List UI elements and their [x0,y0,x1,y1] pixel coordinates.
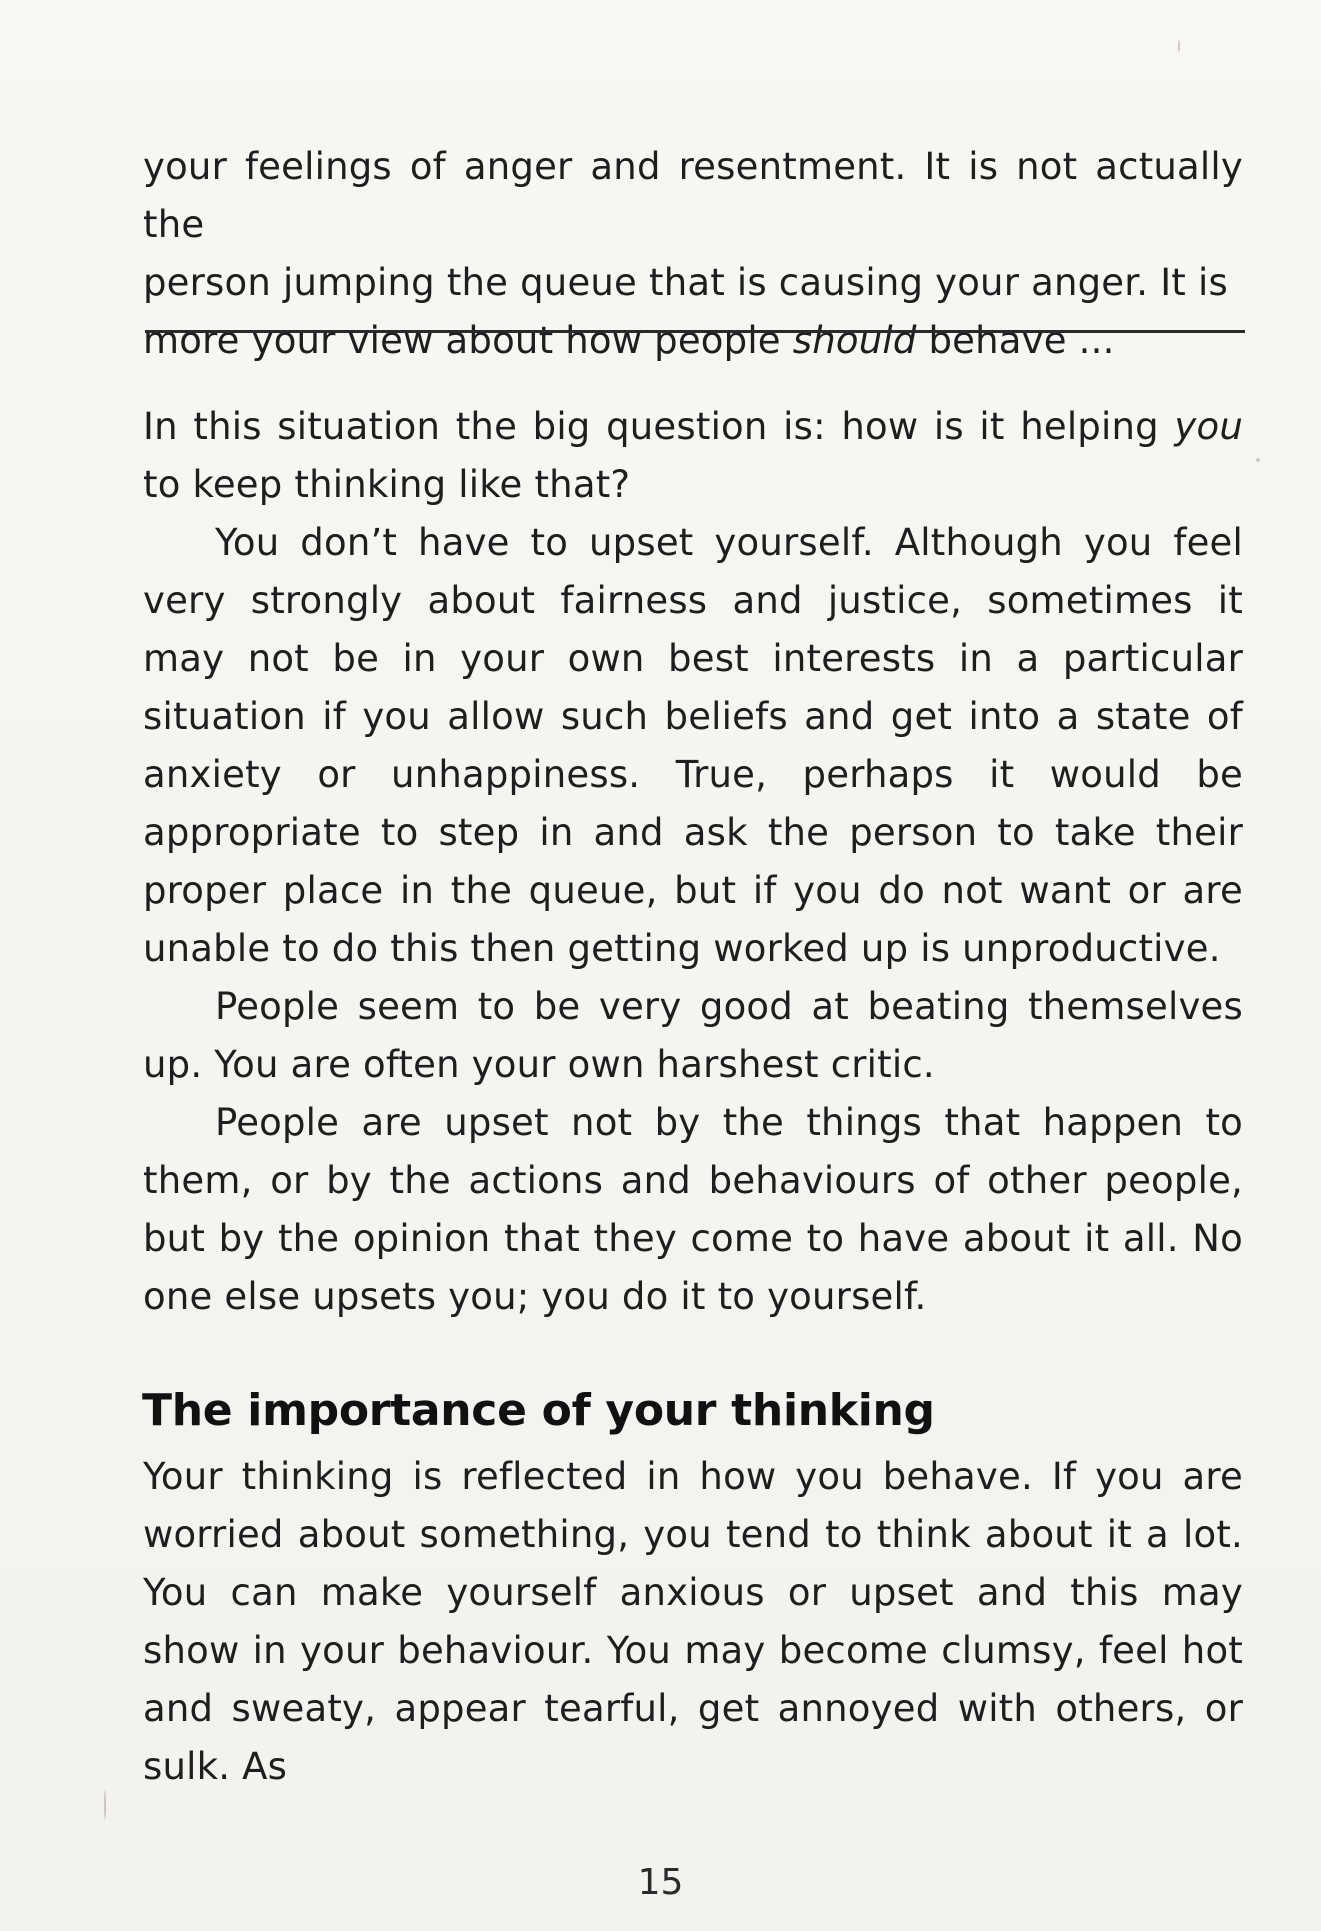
excerpt-line [143,254,1243,312]
excerpt-line-text: more your view about how people [143,319,793,362]
paragraph: You don’t have to upset yourself. Although you feel very strongly about fairness and justice, sometimes it may not be in your own best interests in a particular situation if you allow such beliefs and get into a state of anxiety or unhappiness. True, perhaps it would be appropriate to step in and ask the person to take their proper place in the queue, but if you do not want or are unable to do this then getting worked up is unproductive. [143,521,1243,970]
paragraph-text: In this situation the big question is: how is it helping [143,405,1175,448]
section-heading: The importance of your thinking [142,1385,935,1436]
excerpt-line-text: person jumping the queue that is causing your anger. It is [143,261,1228,304]
paragraph: People seem to be very good at beating themselves up. You are often your own harshest critic. [143,985,1243,1086]
page-number: 15 [637,1862,684,1903]
excerpt-line [143,312,1243,370]
paper-speck [1256,458,1260,462]
paragraph: Your thinking is reflected in how you behave. If you are worried about something, you tend to think about it a lot. You can make yourself anxious or upset and this may show in your behaviour. You may become clumsy, feel hot and sweaty, appear tearful, get annoyed with others, or sulk. As [143,1455,1243,1788]
paragraph [143,398,1243,514]
paper-speck [104,1790,106,1820]
paragraph: People are upset not by the things that happen to them, or by the actions and behaviours of other people, but by the opinion that they come to have about it all. No one else upsets you; you do it to yourself. [143,1101,1243,1318]
main-body-text [143,398,1243,1326]
excerpt-line-text: behave ... [916,319,1115,362]
section-body-text [143,1448,1243,1796]
paragraph-text: to keep thinking like that? [143,463,631,506]
emphasis-should: should [792,319,917,362]
excerpt-line [143,138,1243,254]
excerpt-line-text: your feelings of anger and resentment. It is not actually the [143,145,1243,246]
emphasis-you: you [1174,405,1243,448]
paper-speck [1178,40,1180,52]
horizontal-rule [145,330,1245,333]
boxed-excerpt [143,138,1243,370]
